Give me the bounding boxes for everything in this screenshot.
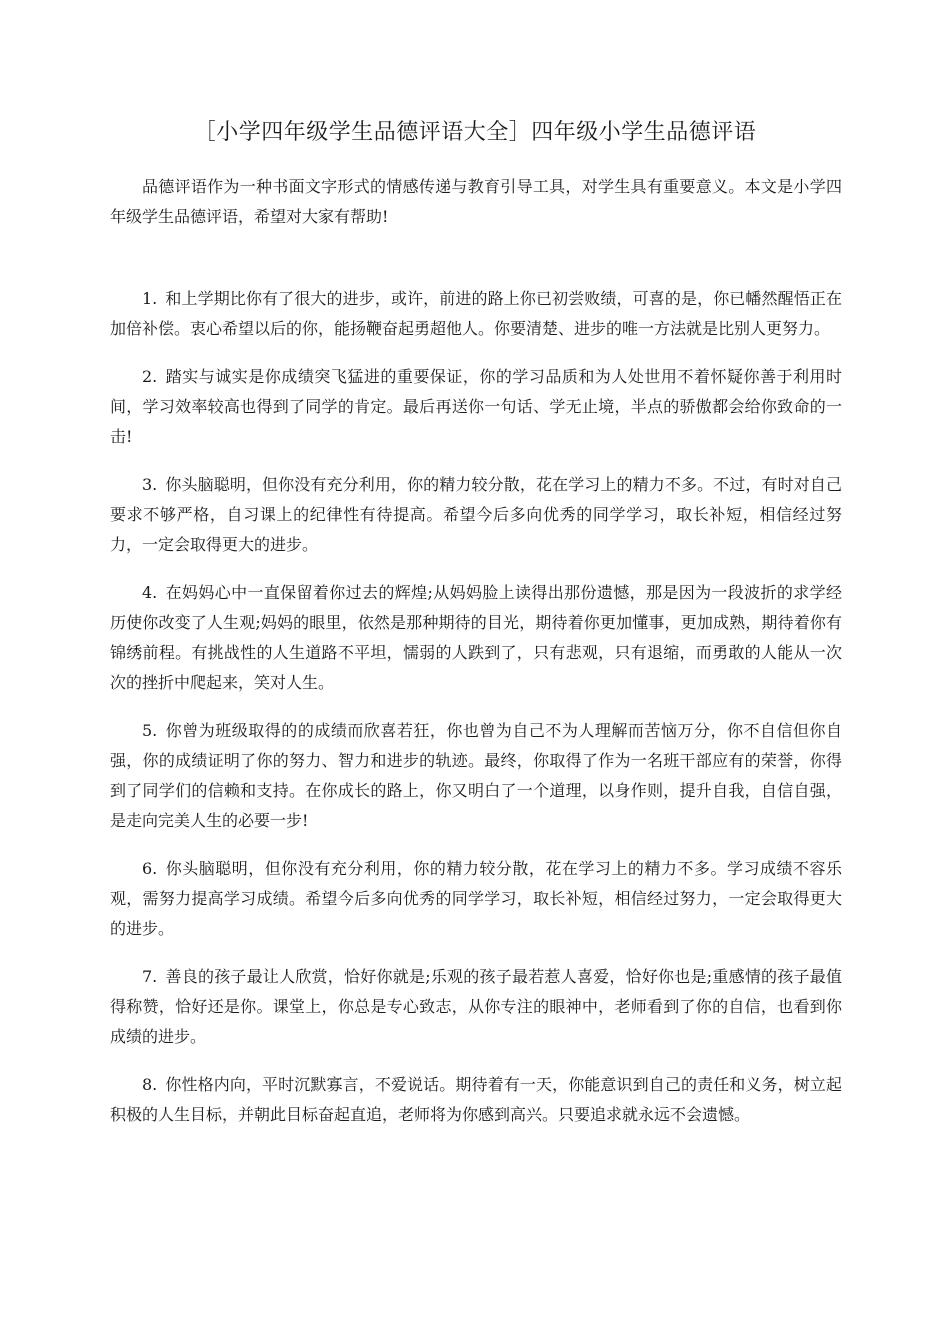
comment-list (110, 284, 842, 1148)
comment-text: 踏实与诚实是你成绩突飞猛进的重要保证，你的学习品质和为人处世用不着怀疑你善于利用时间，学习效率较高也得到了同学的肯定。最后再送你一句话、学无止境，半点的骄傲都会给你致命的一击! (110, 367, 842, 446)
document-title: ［小学四年级学生品德评语大全］四年级小学生品德评语 (193, 120, 757, 145)
comment-number: 5. (142, 721, 158, 740)
comment-number: 3. (142, 475, 158, 494)
comment-item (110, 716, 842, 836)
comment-number: 6. (142, 859, 158, 878)
comment-item (110, 284, 842, 344)
comment-text: 你头脑聪明，但你没有充分利用，你的精力较分散，花在学习上的精力不多。学习成绩不容乐观，需努力提高学习成绩。希望今后多向优秀的同学学习，取长补短，相信经过努力，一定会取得更大的进步。 (110, 859, 842, 938)
comment-text: 和上学期比你有了很大的进步，或许，前进的路上你已初尝败绩，可喜的是，你已幡然醒悟正在加倍补偿。衷心希望以后的你，能扬鞭奋起勇超他人。你要清楚、进步的唯一方法就是比别人更努力。 (110, 289, 842, 338)
comment-number: 1. (142, 289, 158, 308)
comment-number: 7. (142, 967, 158, 986)
comment-text: 你曾为班级取得的的成绩而欣喜若狂，你也曾为自己不为人理解而苦恼万分，你不自信但你自强，你的成绩证明了你的努力、智力和进步的轨迹。最终，你取得了作为一名班干部应有的荣誉，你得到了同学们的信赖和支持。在你成长的路上，你又明白了一个道理，以身作则，提升自我，自信自强，是走向完美人生的必要一步! (110, 721, 842, 830)
comment-number: 4. (142, 583, 158, 602)
comment-item (110, 962, 842, 1052)
comment-item (110, 854, 842, 944)
comment-item (110, 578, 842, 698)
comment-number: 8. (142, 1075, 158, 1094)
comment-text: 在妈妈心中一直保留着你过去的辉煌;从妈妈脸上读得出那份遗憾，那是因为一段波折的求学经历使你改变了人生观;妈妈的眼里，依然是那种期待的目光，期待着你更加懂事，更加成熟，期待着你有锦绣前程。有挑战性的人生道路不平坦，懦弱的人跌到了，只有悲观，只有退缩，而勇敢的人能从一次次的挫折中爬起来，笑对人生。 (110, 583, 842, 692)
comment-item (110, 1070, 842, 1130)
comment-item (110, 470, 842, 560)
comment-text: 你头脑聪明，但你没有充分利用，你的精力较分散，花在学习上的精力不多。不过，有时对自己要求不够严格，自习课上的纪律性有待提高。希望今后多向优秀的同学学习，取长补短，相信经过努力，一定会取得更大的进步。 (110, 475, 842, 554)
comment-number: 2. (142, 367, 158, 386)
comment-text: 善良的孩子最让人欣赏，恰好你就是;乐观的孩子最若惹人喜爱，恰好你也是;重感情的孩子最值得称赞，恰好还是你。课堂上，你总是专心致志，从你专注的眼神中，老师看到了你的自信，也看到你成绩的进步。 (110, 967, 842, 1046)
comment-text: 你性格内向，平时沉默寡言，不爱说话。期待着有一天，你能意识到自己的责任和义务，树立起积极的人生目标，并朝此目标奋起直追，老师将为你感到高兴。只要追求就永远不会遗憾。 (110, 1075, 842, 1124)
intro-paragraph: 品德评语作为一种书面文字形式的情感传递与教育引导工具，对学生具有重要意义。本文是小学四年级学生品德评语，希望对大家有帮助! (110, 177, 842, 226)
comment-item (110, 362, 842, 452)
